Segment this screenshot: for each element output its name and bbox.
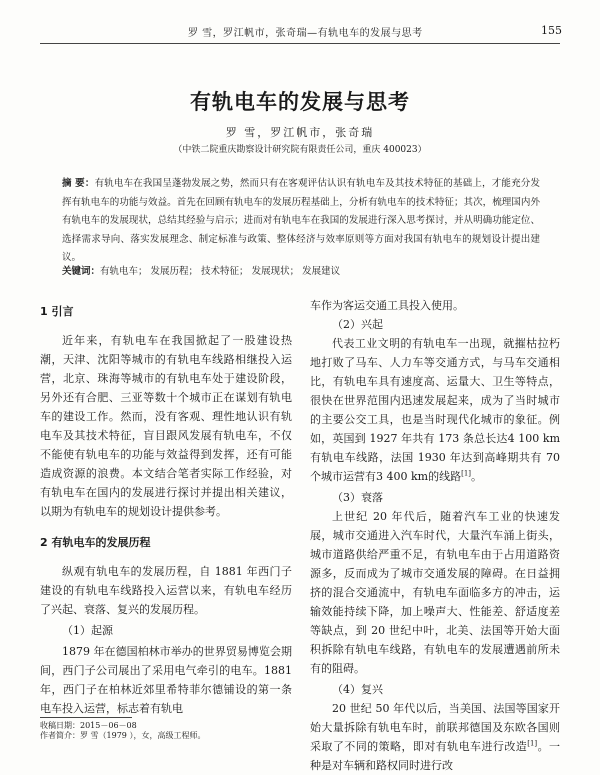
paragraph-text: 20 世纪 50 年代以后，当美国、法国等国家开始大量拆除有轨电车时，前联邦德国及东欧各国则采取了不同的策略，即对有轨电车进行改造 bbox=[310, 702, 560, 753]
section-heading-introduction: 1 引言 bbox=[40, 305, 74, 318]
footnote-author: 作者简介：罗 雪（1979 ），女，高级工程师。 bbox=[40, 731, 206, 740]
affiliation: （中铁二院重庆勘察设计研究院有限责任公司，重庆 400023） bbox=[173, 145, 427, 155]
footnote-rule bbox=[40, 717, 132, 718]
subheading-origin: （1）起源 bbox=[62, 624, 113, 637]
paragraph: 纵观有轨电车的发展历程，自 1881 年西门子建设的有轨电车线路投入运营以来，有轨电车经历了兴起、衰落、复兴的发展历程。 bbox=[40, 565, 292, 616]
paragraph-text: 代表工业文明的有轨电车一出现，就摧枯拉朽地打败了马车、人力车等交通方式，与马车交通相比，有轨电车具有速度高、运量大、卫生等特点，很快在世界范围内迅速发展起来，成为了当时城市的主要公交工具，也是当时现代化城市的象征。例如，英国到 1927 年共有 173 条总长达4 100 km有轨电车线路，法国 1930 年达到高峰期共有 70 个城市运营有3 400 km的线路 bbox=[310, 337, 560, 483]
keywords-text: 有轨电车； 发展历程； 技术特征； 发展现状； 发展建议 bbox=[100, 266, 341, 277]
page-number: 155 bbox=[541, 24, 562, 37]
header-rule bbox=[40, 43, 560, 44]
right-column bbox=[310, 296, 560, 775]
citation-ref[interactable]: [1] bbox=[527, 739, 538, 748]
citation-ref[interactable]: [1] bbox=[461, 469, 472, 478]
paragraph: 上世纪 20 年代后，随着汽车工业的快速发展，城市交通进入汽车时代，大量汽车涌上街头，城市道路供给严重不足，有轨电车由于占用道路资源多，反而成为了城市交通发展的障碍。在日益拥挤的混合交通流中，有轨电车面临多方的冲击，运输效能持续下降，加上噪声大、性能差、舒适度差等缺点，到 20 世纪中叶，北美、法国等开始大面积拆除有轨电车线路，有轨电车的发展遭遇前所未有的阻碍。 bbox=[310, 510, 560, 675]
author-list: 罗 雪，罗江帆市，张奇瑞 bbox=[225, 126, 375, 139]
abstract-label: 摘 要： bbox=[62, 178, 95, 189]
left-column bbox=[40, 296, 292, 718]
subheading-revival: （4）复兴 bbox=[332, 683, 383, 696]
abstract-text: 有轨电车在我国呈蓬勃发展之势，然而只有在客观评估认识有轨电车及其技术特征的基础上，才能充分发挥有轨电车的功能与效益。首先在回顾有轨电车的发展历程基础上，分析有轨电车的技术特征；其次，梳理国内外有轨电车的发展现状，总结其经验与启示；进而对有轨电车在我国的发展进行深入思考探讨，并从明确功能定位、选择需求导向、落实发展理念、制定标准与政策、整体经济与效率原则等方面对我国有轨电车的规划设计提出建议。 bbox=[62, 178, 540, 263]
section-heading-history: 2 有轨电车的发展历程 bbox=[40, 536, 151, 549]
paragraph-end: 。一种是对车辆和路权同时进行改 bbox=[310, 740, 561, 772]
paragraph bbox=[310, 699, 560, 775]
paragraph bbox=[310, 334, 560, 486]
paragraph: 1879 年在德国柏林市举办的世界贸易博览会期间，西门子公司展出了采用电气牵引的电车。1881 年，西门子在柏林近郊里希特菲尔德铺设的第一条电车投入运营，标志着有轨电 bbox=[40, 645, 292, 715]
subheading-rise: （2）兴起 bbox=[332, 318, 383, 331]
running-header bbox=[0, 24, 600, 38]
paper-title: 有轨电车的发展与思考 bbox=[190, 90, 410, 114]
paragraph-end: 。 bbox=[471, 470, 483, 483]
running-header-text: 罗 雪，罗江帆市，张奇瑞—有轨电车的发展与思考 bbox=[188, 28, 423, 39]
footnote-received: 收稿日期：2015－06－08 bbox=[40, 721, 137, 730]
subheading-decline: （3）衰落 bbox=[332, 491, 383, 504]
paragraph: 近年来，有轨电车在我国掀起了一股建设热潮，天津、沈阳等城市的有轨电车线路相继投入运营，北京、珠海等城市的有轨电车处于建设阶段，另外还有合肥、三亚等数十个城市正在谋划有轨电车的建设工作。然而，没有客观、理性地认识有轨电车及其技术特征，盲目跟风发展有轨电车，不仅不能使有轨电车的功能与效益得到发挥，还有可能造成资源的浪费。本文结合笔者实际工作经验，对有轨电车在国内的发展进行探讨并提出相关建议，以期为有轨电车的规划设计提供参考。 bbox=[40, 334, 292, 518]
keywords-label: 关键词： bbox=[62, 266, 101, 277]
abstract bbox=[62, 175, 540, 268]
paragraph-continued: 车作为客运交通工具投入使用。 bbox=[310, 299, 464, 312]
keywords bbox=[62, 263, 540, 281]
